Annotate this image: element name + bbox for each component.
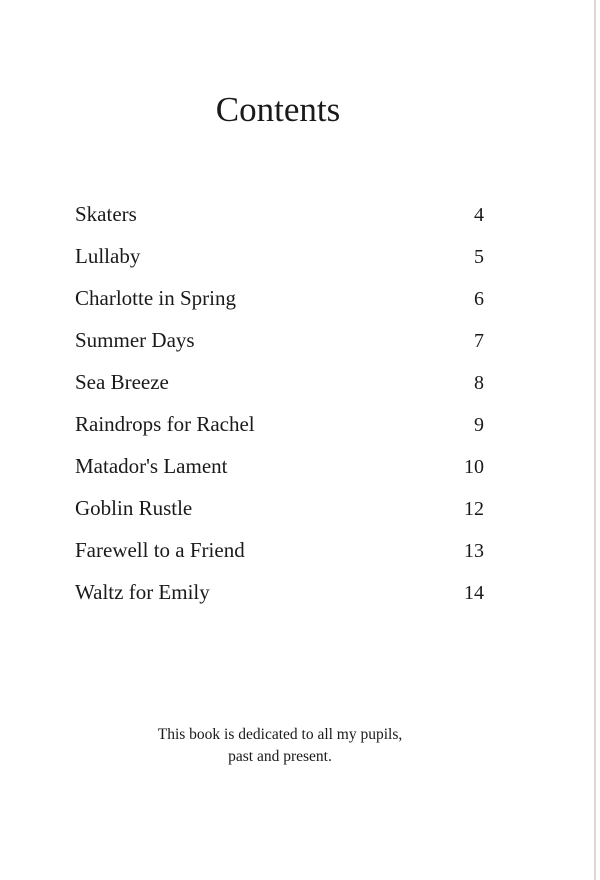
toc-entry-title: Summer Days [75,328,195,352]
toc-entry-page: 4 [474,204,484,226]
toc-entry-page: 10 [464,456,484,478]
toc-entry-page: 8 [474,372,484,394]
toc-entry [75,286,484,328]
toc-entry-title: Skaters [75,202,137,226]
dedication-line: This book is dedicated to all my pupils, [157,726,403,743]
toc-entry [75,244,484,286]
page-title: Contents [215,90,341,129]
toc-entry-page: 12 [464,498,484,520]
toc-entry [75,496,484,538]
toc-entry-page: 13 [464,540,484,562]
toc-entry-title: Farewell to a Friend [75,538,245,562]
toc-entry-title: Matador's Lament [75,454,228,478]
toc-entry-page: 7 [474,330,484,352]
toc-entry-title: Lullaby [75,244,141,268]
toc-entry-title: Goblin Rustle [75,496,193,520]
toc-entry-page: 14 [464,582,484,604]
toc-entry-page: 6 [474,288,484,310]
dedication [0,724,560,768]
toc-entry [75,370,484,412]
toc-entry-title: Charlotte in Spring [75,286,236,310]
toc-entry-title: Raindrops for Rachel [75,412,255,436]
dedication-line: past and present. [228,748,332,765]
table-of-contents [75,202,484,622]
toc-entry [75,454,484,496]
toc-entry [75,538,484,580]
page-edge [594,0,596,880]
toc-entry [75,580,484,622]
toc-entry-page: 9 [474,414,484,436]
toc-entry [75,202,484,244]
toc-entry [75,328,484,370]
toc-entry-page: 5 [474,246,484,268]
toc-entry [75,412,484,454]
toc-entry-title: Sea Breeze [75,370,169,394]
toc-entry-title: Waltz for Emily [75,580,210,604]
